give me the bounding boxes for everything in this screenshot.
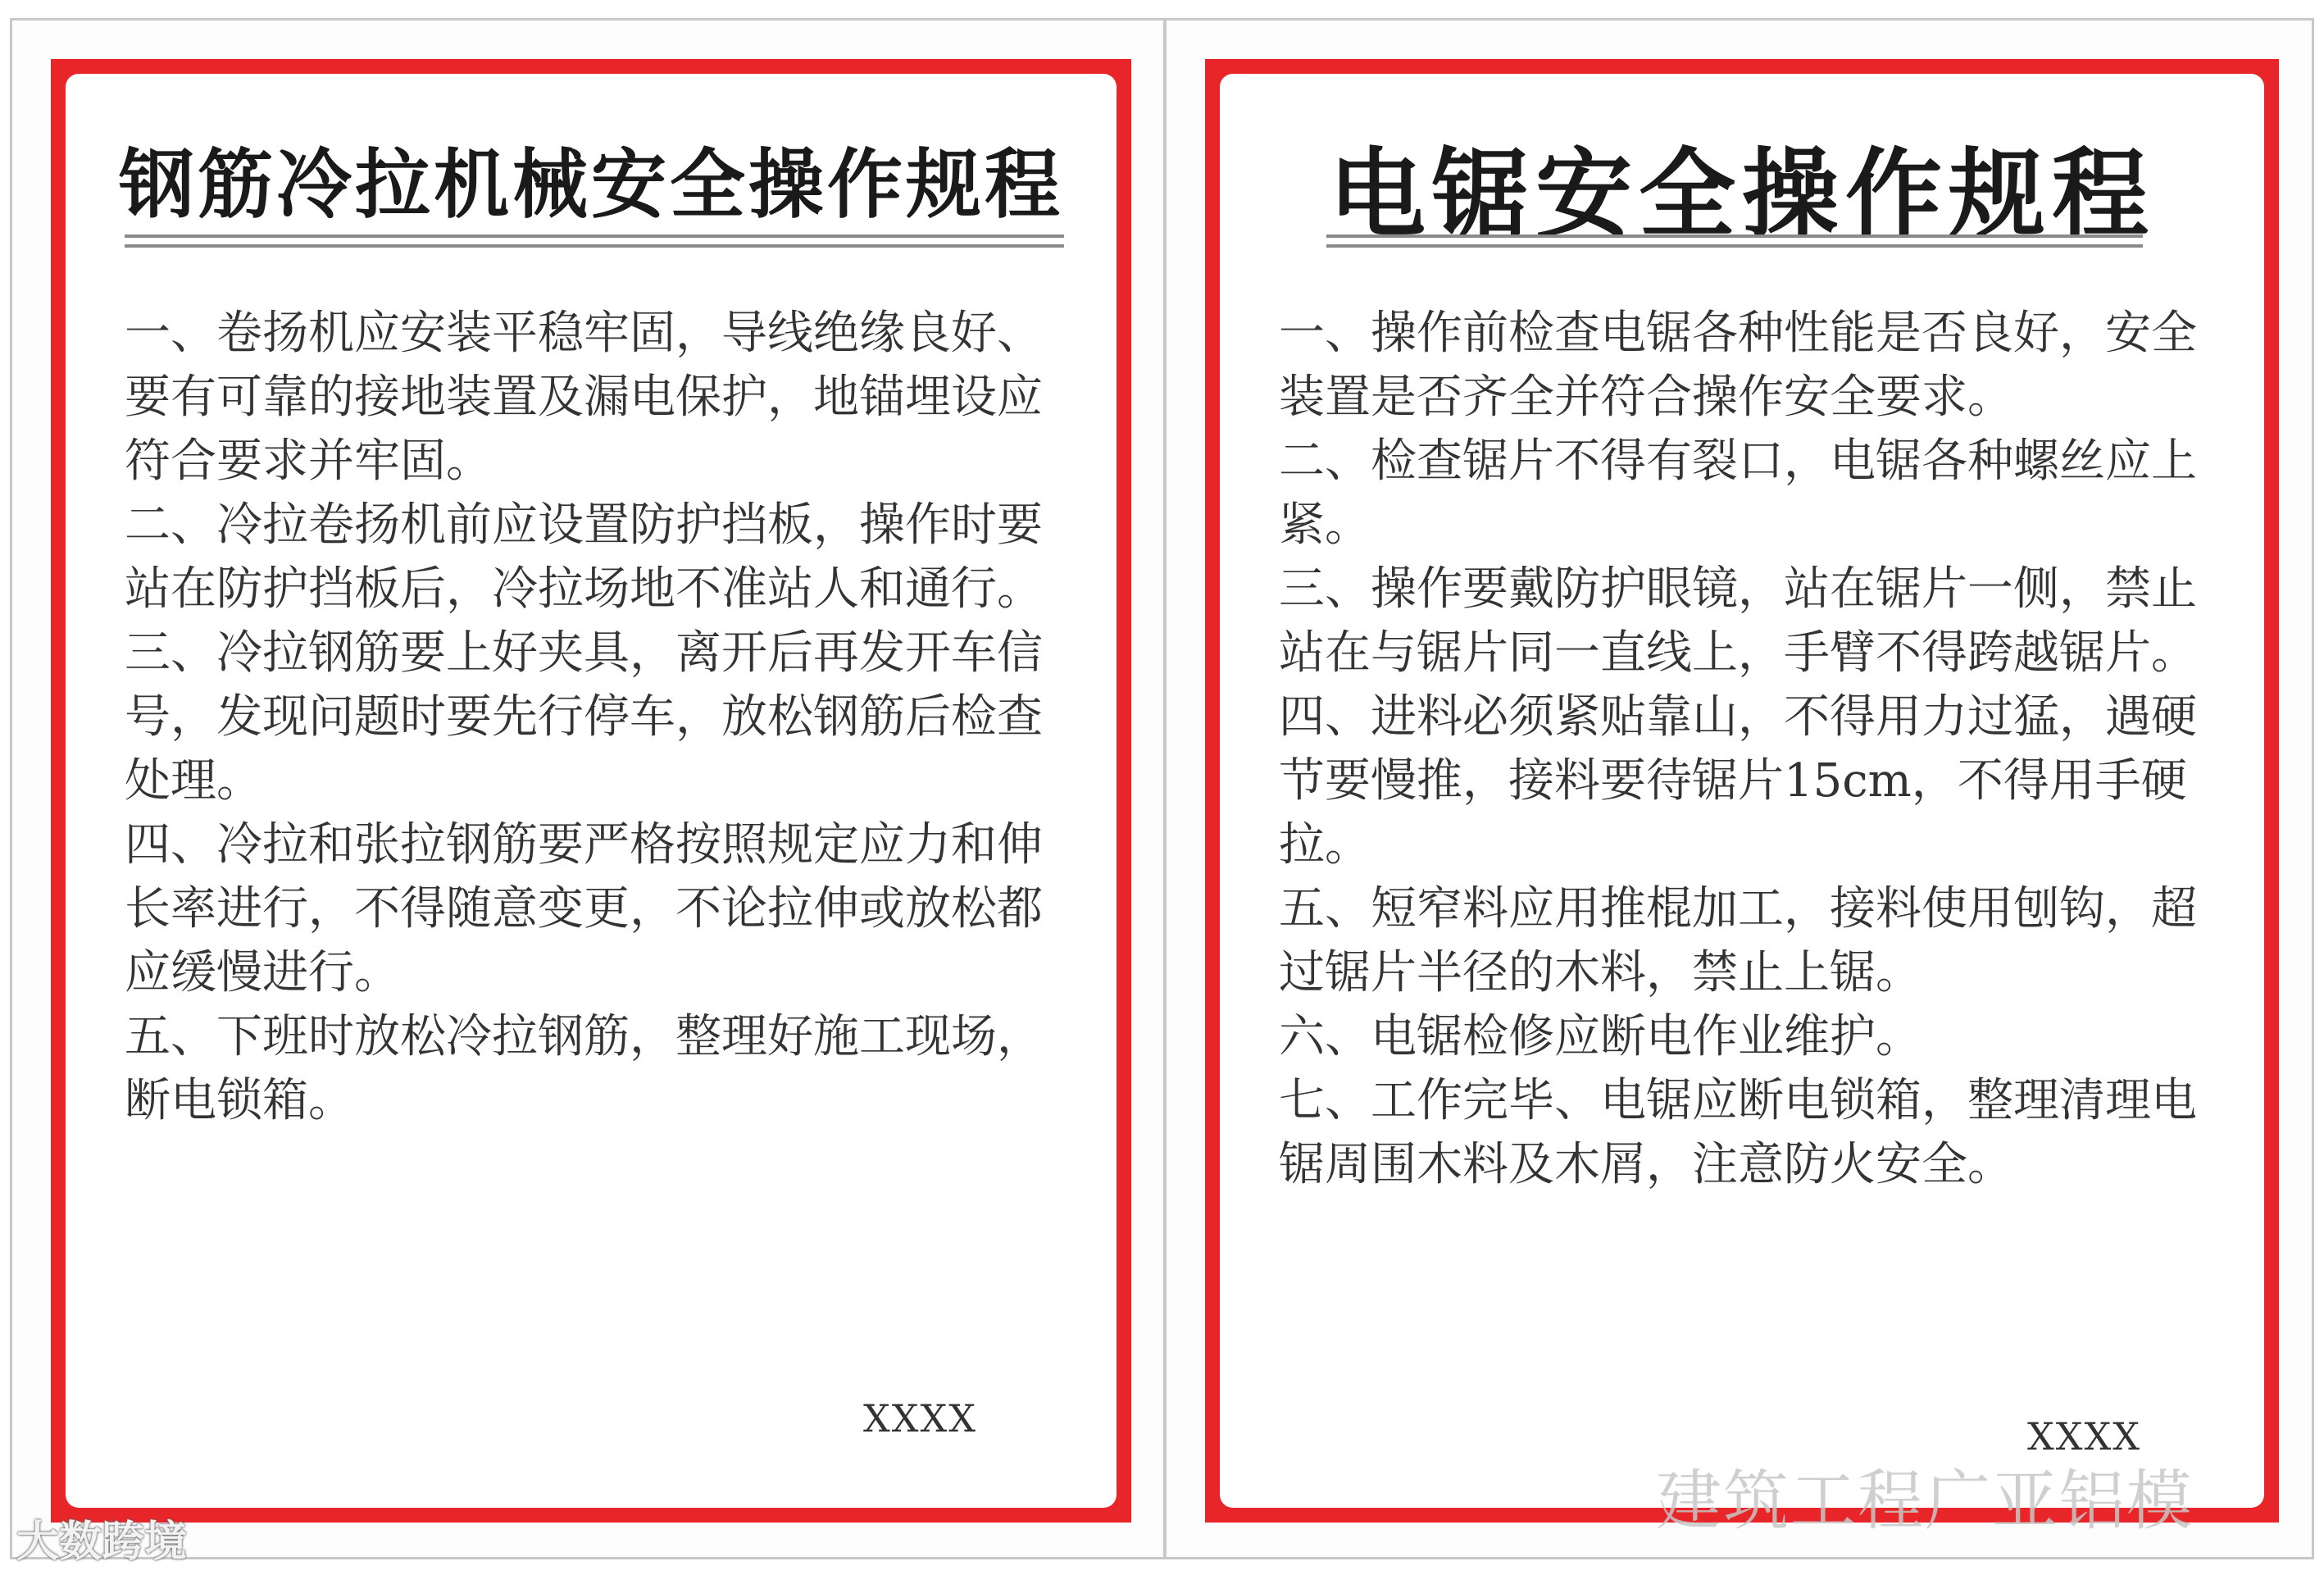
clause-4: 四、冷拉和张拉钢筋要严格按照规定应力和伸长率进行，不得随意变更，不论拉伸或放松都应缓慢进行。	[125, 818, 1043, 999]
clause-3: 三、冷拉钢筋要上好夹具，离开后再发开车信号，发现问题时要先行停车，放松钢筋后检查处理。	[125, 626, 1043, 808]
clause-2: 二、冷拉卷扬机前应设置防护挡板，操作时要站在防护挡板后，冷拉场地不准站人和通行。	[125, 498, 1043, 616]
sign-clauses	[1279, 302, 2231, 1197]
sign-panel	[66, 74, 1117, 1508]
watermark-logo: 大数跨境	[16, 1518, 188, 1567]
title-rule	[125, 234, 1064, 248]
clause-3: 三、操作要戴防护眼镜，站在锯片一侧，禁止站在与锯片同一直线上，手臂不得跨越锯片。	[1279, 562, 2197, 680]
sign-panel	[1220, 74, 2264, 1508]
sign-title: 钢筋冷拉机械安全操作规程	[118, 140, 1063, 229]
signature: XXXX	[863, 1396, 977, 1441]
signature: XXXX	[2027, 1414, 2141, 1459]
clause-5: 五、下班时放松冷拉钢筋，整理好施工现场，断电锁箱。	[125, 1010, 1043, 1127]
clause-6: 六、电锯检修应断电作业维护。	[1279, 1010, 1922, 1063]
title-rule	[1326, 234, 2143, 248]
clause-1: 一、操作前检查电锯各种性能是否良好，安全装置是否齐全并符合操作安全要求。	[1279, 307, 2197, 424]
rebar-cold-drawing-sign	[51, 59, 1131, 1523]
clause-4: 四、进料必须紧贴靠山，不得用力过猛，遇硬节要慢推，接料要待锯片15cm，不得用手硬拉。	[1279, 690, 2197, 872]
center-divider	[1163, 18, 1167, 1559]
clause-2: 二、检查锯片不得有裂口，电锯各种螺丝应上紧。	[1279, 435, 2197, 552]
clause-1: 一、卷扬机应安装平稳牢固，导线绝缘良好、要有可靠的接地装置及漏电保护，地锚埋设应符合要求并牢固。	[125, 307, 1043, 488]
sign-title: 电锯安全操作规程	[1328, 137, 2155, 251]
clause-5: 五、短窄料应用推棍加工，接料使用刨钩，超过锯片半径的木料，禁止上锯。	[1279, 882, 2197, 999]
sign-clauses	[125, 302, 1066, 1133]
watermark-text: 建筑工程广亚铝模	[1656, 1463, 2194, 1539]
electric-saw-sign	[1205, 59, 2279, 1523]
clause-7: 七、工作完毕、电锯应断电锁箱，整理清理电锯周围木料及木屑，注意防火安全。	[1279, 1074, 2197, 1191]
